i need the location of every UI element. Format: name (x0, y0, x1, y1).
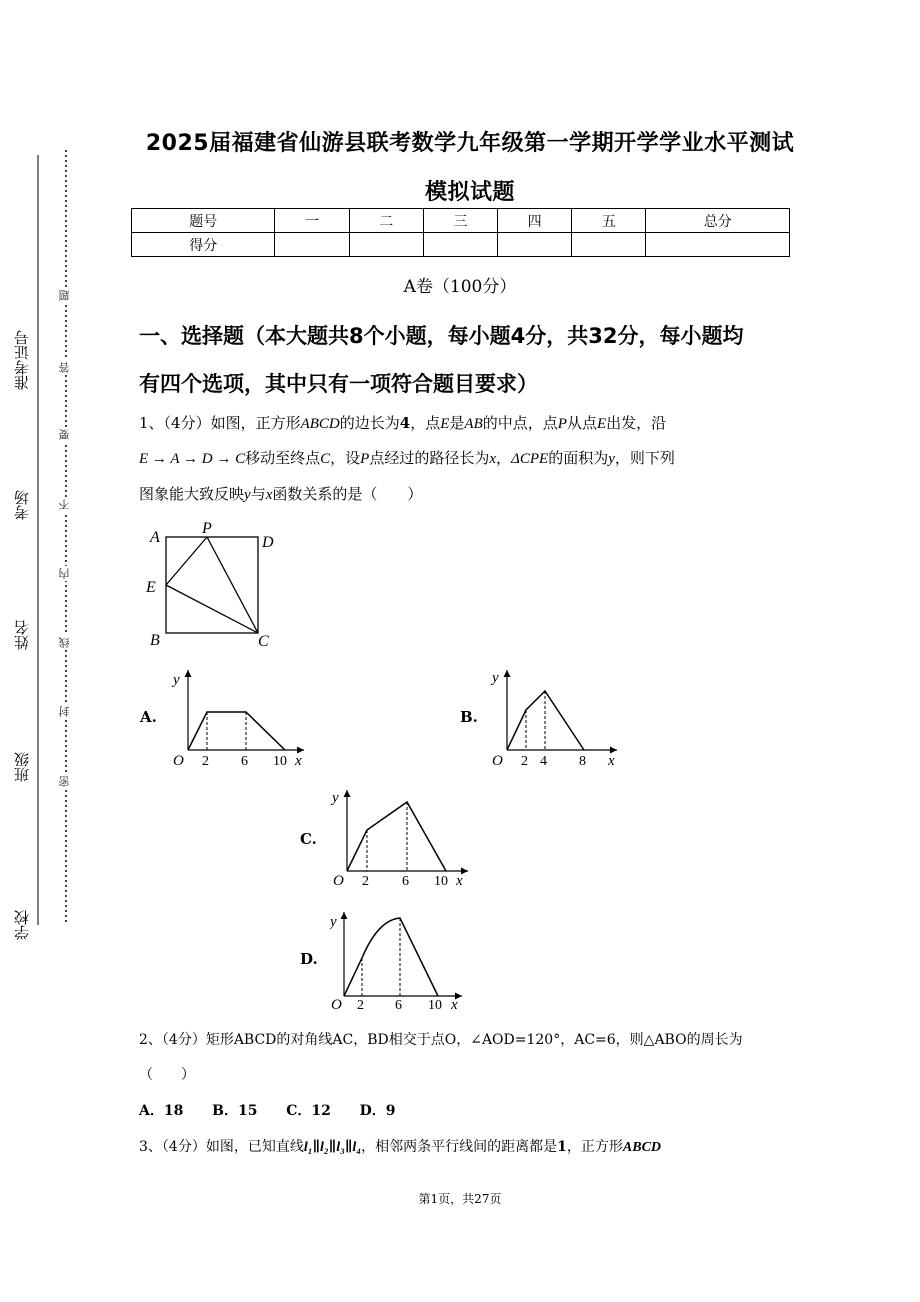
q3-num: 1 (557, 1139, 567, 1155)
q1-text: ，设 (330, 449, 361, 467)
q1-var: P (557, 416, 567, 432)
tick-label: 4 (540, 754, 547, 769)
choice-d[interactable]: D．9 (359, 1103, 396, 1119)
x-axis-label: x (608, 753, 615, 769)
section-heading-line1: 一、选择题（本大题共8个小题，每小题4分，共32分，每小题均 (139, 324, 744, 348)
score-table-cell: 五 (572, 209, 646, 233)
binding-note: 封 (58, 706, 71, 717)
label-a: A (150, 529, 160, 546)
segment-pc (207, 537, 258, 633)
score-input-cell[interactable] (349, 233, 423, 257)
score-table-cell: 题号 (132, 209, 275, 233)
q1-text: 1、（4分）如图，正方形 (139, 414, 301, 432)
q3-lines: l₁∥l₂∥l₃∥l₄ (303, 1140, 362, 1155)
score-input-cell[interactable] (572, 233, 646, 257)
binding-note: 内 (58, 568, 71, 579)
q1-var: P (360, 451, 370, 467)
binding-label-class: 班级 (13, 752, 31, 782)
score-table-cell: 三 (423, 209, 497, 233)
score-table-header-row (132, 209, 790, 233)
q3-text: 3、（4分）如图，已知直线 (139, 1139, 304, 1155)
x-axis-label: x (451, 997, 458, 1013)
q3-var: ABCD (622, 1140, 662, 1155)
q1-var: x (265, 487, 273, 503)
binding-note: 密 (58, 776, 71, 787)
q1-text: 图象能大致反映 (139, 485, 245, 503)
tick-label: 6 (402, 874, 409, 889)
q1-text: 的面积为 (548, 449, 609, 467)
tick-label: 10 (434, 874, 448, 889)
q1-text: 出发，沿 (606, 414, 667, 432)
q1-var: y (608, 451, 615, 467)
score-table-cell: 四 (498, 209, 572, 233)
origin-label: O (173, 753, 184, 769)
choice-b[interactable]: B．15 (212, 1103, 258, 1119)
label-p: P (202, 520, 212, 537)
binding-label-exam-number: 准考证号 (13, 330, 31, 390)
x-axis-label: x (456, 873, 463, 889)
x-axis-label: x (295, 753, 302, 769)
q1-var: AB (464, 416, 483, 432)
q1-var: ABCD (300, 416, 340, 432)
origin-label: O (333, 873, 344, 889)
q1-text: ，点 (410, 414, 441, 432)
option-c-graph[interactable] (330, 784, 475, 894)
question-1-line1 (139, 412, 666, 433)
square-figure (140, 520, 280, 655)
page-footer: 第1页，共27页 (418, 1192, 502, 1206)
tick-label: 6 (241, 754, 248, 769)
tick-label: 10 (273, 754, 287, 769)
binding-label-school: 学校 (13, 910, 31, 940)
label-b: B (150, 632, 160, 649)
score-input-cell[interactable] (646, 233, 790, 257)
binding-note: 不 (58, 499, 71, 510)
score-table (131, 208, 790, 257)
choice-a[interactable]: A．18 (139, 1103, 184, 1119)
question-1-line3 (139, 483, 422, 504)
q1-var: ΔCPE (511, 451, 549, 467)
q1-var: x (489, 451, 497, 467)
option-d-label[interactable]: D. (300, 950, 318, 968)
segment-ec (166, 585, 258, 633)
y-axis-label: y (173, 672, 180, 688)
tick-label: 2 (521, 754, 528, 769)
volume-heading: A卷（100分） (403, 277, 517, 297)
tick-label: 6 (395, 998, 402, 1013)
question-3-text (139, 1136, 661, 1156)
page-subtitle: 模拟试题 (424, 180, 515, 205)
section-heading-line2: 有四个选项，其中只有一项符合题目要求） (139, 372, 538, 396)
binding-label-name: 姓名 (13, 620, 31, 650)
q3-text: ，相邻两条平行线间的距离都是 (361, 1139, 558, 1155)
q1-text: 函数关系的是（ ） (272, 485, 423, 503)
q3-text: ，正方形 (566, 1139, 623, 1155)
graph-line (347, 802, 446, 871)
binding-label-exam-room: 考场 (13, 490, 31, 520)
option-b-graph[interactable] (489, 664, 624, 774)
binding-note: 答 (58, 362, 71, 373)
q1-num: 4 (399, 414, 411, 432)
score-table-cell: 总分 (646, 209, 790, 233)
segment-ep (166, 537, 207, 585)
origin-label: O (331, 997, 342, 1013)
graph-line (188, 712, 285, 750)
q1-text: 点经过的路径长为 (369, 449, 490, 467)
q1-text: ， (496, 449, 512, 467)
origin-label: O (492, 753, 503, 769)
q1-text: 的中点，点 (482, 414, 558, 432)
option-c-label[interactable]: C. (300, 830, 317, 848)
tick-label: 8 (579, 754, 586, 769)
tick-label: 2 (362, 874, 369, 889)
binding-note: 题 (58, 290, 71, 301)
question-2-choices (139, 1100, 420, 1120)
q1-var: E → A → D → C (139, 451, 246, 467)
q1-var: E (440, 416, 450, 432)
q1-var: E (596, 416, 607, 432)
graph-curve (344, 918, 438, 996)
q1-text: 的边长为 (339, 414, 400, 432)
q1-text: ，则下列 (614, 449, 675, 467)
question-2-paren: （ ） (139, 1067, 195, 1083)
q1-var: C (320, 451, 331, 467)
score-input-cell[interactable] (275, 233, 349, 257)
y-axis-label: y (330, 914, 337, 930)
tick-label: 2 (202, 754, 209, 769)
option-b-label[interactable]: B. (460, 708, 478, 726)
score-input-cell[interactable] (498, 233, 572, 257)
score-input-cell[interactable] (423, 233, 497, 257)
q1-text: 从点 (566, 414, 597, 432)
label-d: D (262, 534, 274, 551)
question-1-line2 (139, 447, 675, 468)
tick-label: 10 (428, 998, 442, 1013)
question-2-text: 2、（4分）矩形ABCD的对角线AC，BD相交于点O，∠AOD=120°，AC=6，则△ABO的周长为 (139, 1032, 743, 1048)
score-table-cell: 二 (349, 209, 423, 233)
option-a-graph[interactable] (168, 664, 313, 774)
binding-note: 线 (58, 637, 71, 648)
y-axis-label: y (332, 790, 339, 806)
binding-note: 要 (58, 429, 71, 440)
option-a-label[interactable]: A. (140, 708, 157, 726)
option-d-graph[interactable] (330, 906, 475, 1014)
y-axis-label: y (492, 670, 499, 686)
label-e: E (146, 579, 156, 596)
q1-text: 与 (250, 485, 266, 503)
label-c: C (258, 633, 269, 650)
binding-lines (0, 0, 80, 960)
choice-c[interactable]: C．12 (286, 1103, 331, 1119)
q1-var: y (244, 487, 251, 503)
q1-text: 移动至终点 (245, 449, 321, 467)
square-outline (166, 537, 258, 633)
tick-label: 2 (357, 998, 364, 1013)
page-title: 2025届福建省仙游县联考数学九年级第一学期开学学业水平测试 (145, 131, 795, 156)
score-table-score-row (132, 233, 790, 257)
score-table-cell: 一 (275, 209, 349, 233)
q1-text: 是 (449, 414, 465, 432)
score-table-cell: 得分 (132, 233, 275, 257)
